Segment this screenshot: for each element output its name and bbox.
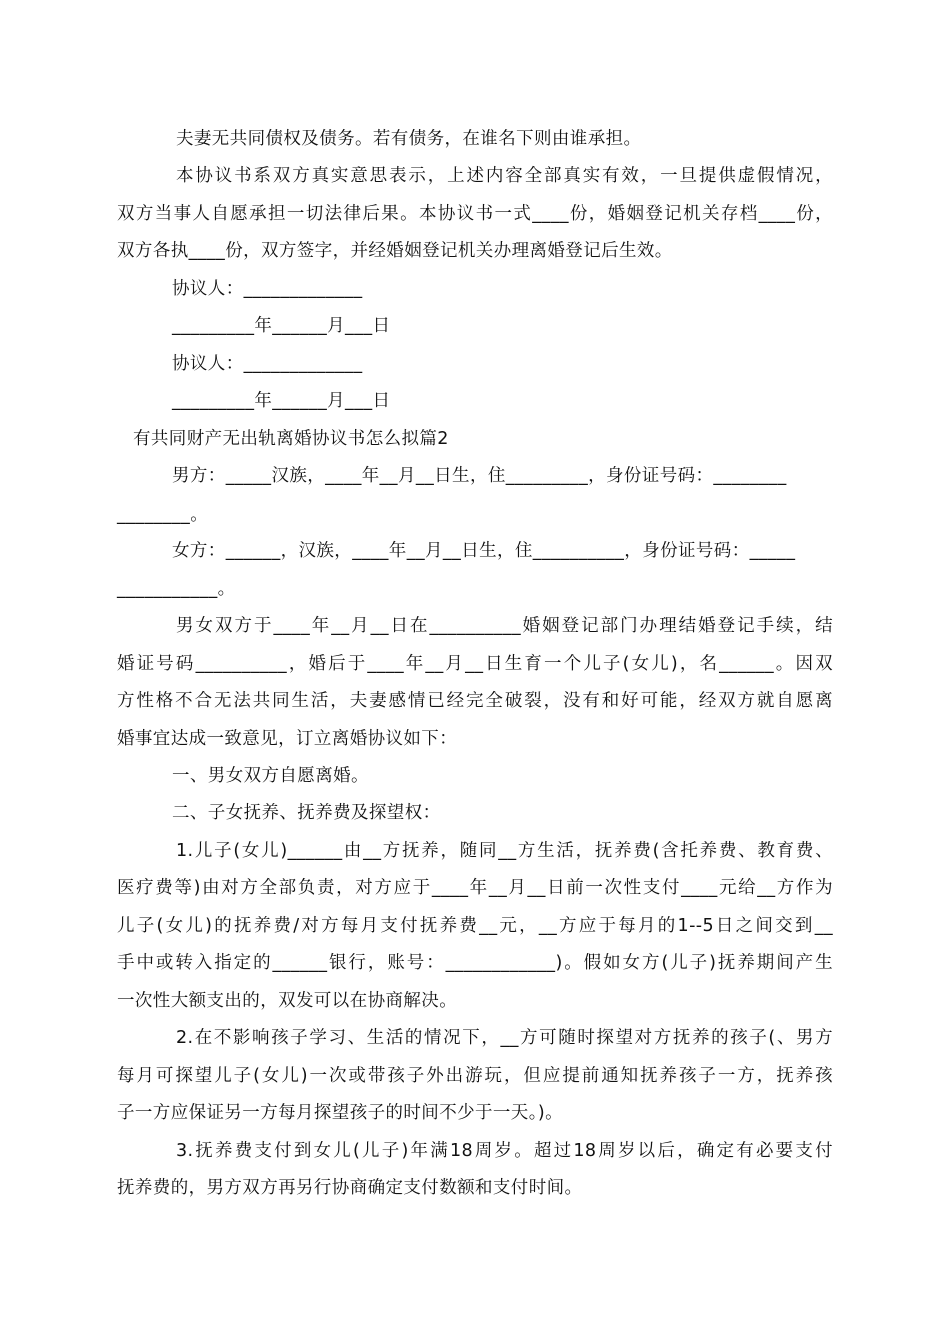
signatory-1: 协议人：_____________ <box>172 279 363 299</box>
husband-info-line2: ________。 <box>117 505 209 525</box>
clause-2-1-line1: 1.儿子(女儿)______由__方抚养，随同__方生活，抚养费(含托养费、教育费、 <box>176 841 833 861</box>
clause-2-2-line2: 每月可探望儿子(女儿)一次或带孩子外出游玩，但应提前通知抚养孩子一方，抚养孩 <box>117 1066 833 1086</box>
signatory-1-date: _________年______月___日 <box>172 316 391 336</box>
clause-two-heading: 二、子女抚养、抚养费及探望权： <box>172 803 441 823</box>
clause-2-1-line3: 儿子(女儿)的抚养费/对方每月支付抚养费__元，__方应于每月的1--5日之间交到__ <box>117 916 833 936</box>
clause-2-1-line4: 手中或转入指定的______银行，账号：____________)。假如女方(儿子)抚养期间产生 <box>117 953 833 973</box>
paragraph-debts: 夫妻无共同债权及债务。若有债务，在谁名下则由谁承担。 <box>176 129 642 149</box>
clause-2-3-line1: 3.抚养费支付到女儿(儿子)年满18周岁。超过18周岁以后，确定有必要支付 <box>176 1141 833 1161</box>
wife-info-line2: ___________。 <box>117 579 236 599</box>
marriage-paragraph-line4: 婚事宜达成一致意见，订立离婚协议如下： <box>117 729 458 749</box>
paragraph-truth-declaration-line3: 双方各执____份，双方签字，并经婚姻登记机关办理离婚登记后生效。 <box>117 241 673 261</box>
husband-info-line1: 男方：_____汉族，____年__月__日生，住_________，身份证号码：________ <box>172 466 787 486</box>
paragraph-truth-declaration-line1: 本协议书系双方真实意思表示，上述内容全部真实有效，一旦提供虚假情况， <box>176 166 833 186</box>
clause-2-2-line1: 2.在不影响孩子学习、生活的情况下，__方可随时探望对方抚养的孩子(、男方 <box>176 1028 833 1048</box>
clause-2-2-line3: 子一方应保证另一方每月探望孩子的时间不少于一天。)。 <box>117 1103 563 1123</box>
clause-one: 一、男女双方自愿离婚。 <box>172 766 369 786</box>
signatory-2: 协议人：_____________ <box>172 354 363 374</box>
marriage-paragraph-line3: 方性格不合无法共同生活，夫妻感情已经完全破裂，没有和好可能，经双方就自愿离 <box>117 691 833 711</box>
paragraph-truth-declaration-line2: 双方当事人自愿承担一切法律后果。本协议书一式____份，婚姻登记机关存档____份， <box>117 204 833 224</box>
signatory-2-date: _________年______月___日 <box>172 391 391 411</box>
wife-info-line1: 女方：______，汉族，____年__月__日生，住__________，身份证号码：_____ <box>172 541 796 561</box>
section-heading: 有共同财产无出轨离婚协议书怎么拟篇2 <box>133 429 449 449</box>
clause-2-1-line5: 一次性大额支出的，双发可以在协商解决。 <box>117 991 458 1011</box>
marriage-paragraph-line2: 婚证号码__________，婚后于____年__月__日生育一个儿子(女儿)，名______。因双 <box>117 654 833 674</box>
clause-2-1-line2: 医疗费等)由对方全部负责，对方应于____年__月__日前一次性支付____元给__方作为 <box>117 878 833 898</box>
clause-2-3-line2: 抚养费的，男方双方再另行协商确定支付数额和支付时间。 <box>117 1178 583 1198</box>
marriage-paragraph-line1: 男女双方于____年__月__日在__________婚姻登记部门办理结婚登记手续，结 <box>176 616 833 636</box>
